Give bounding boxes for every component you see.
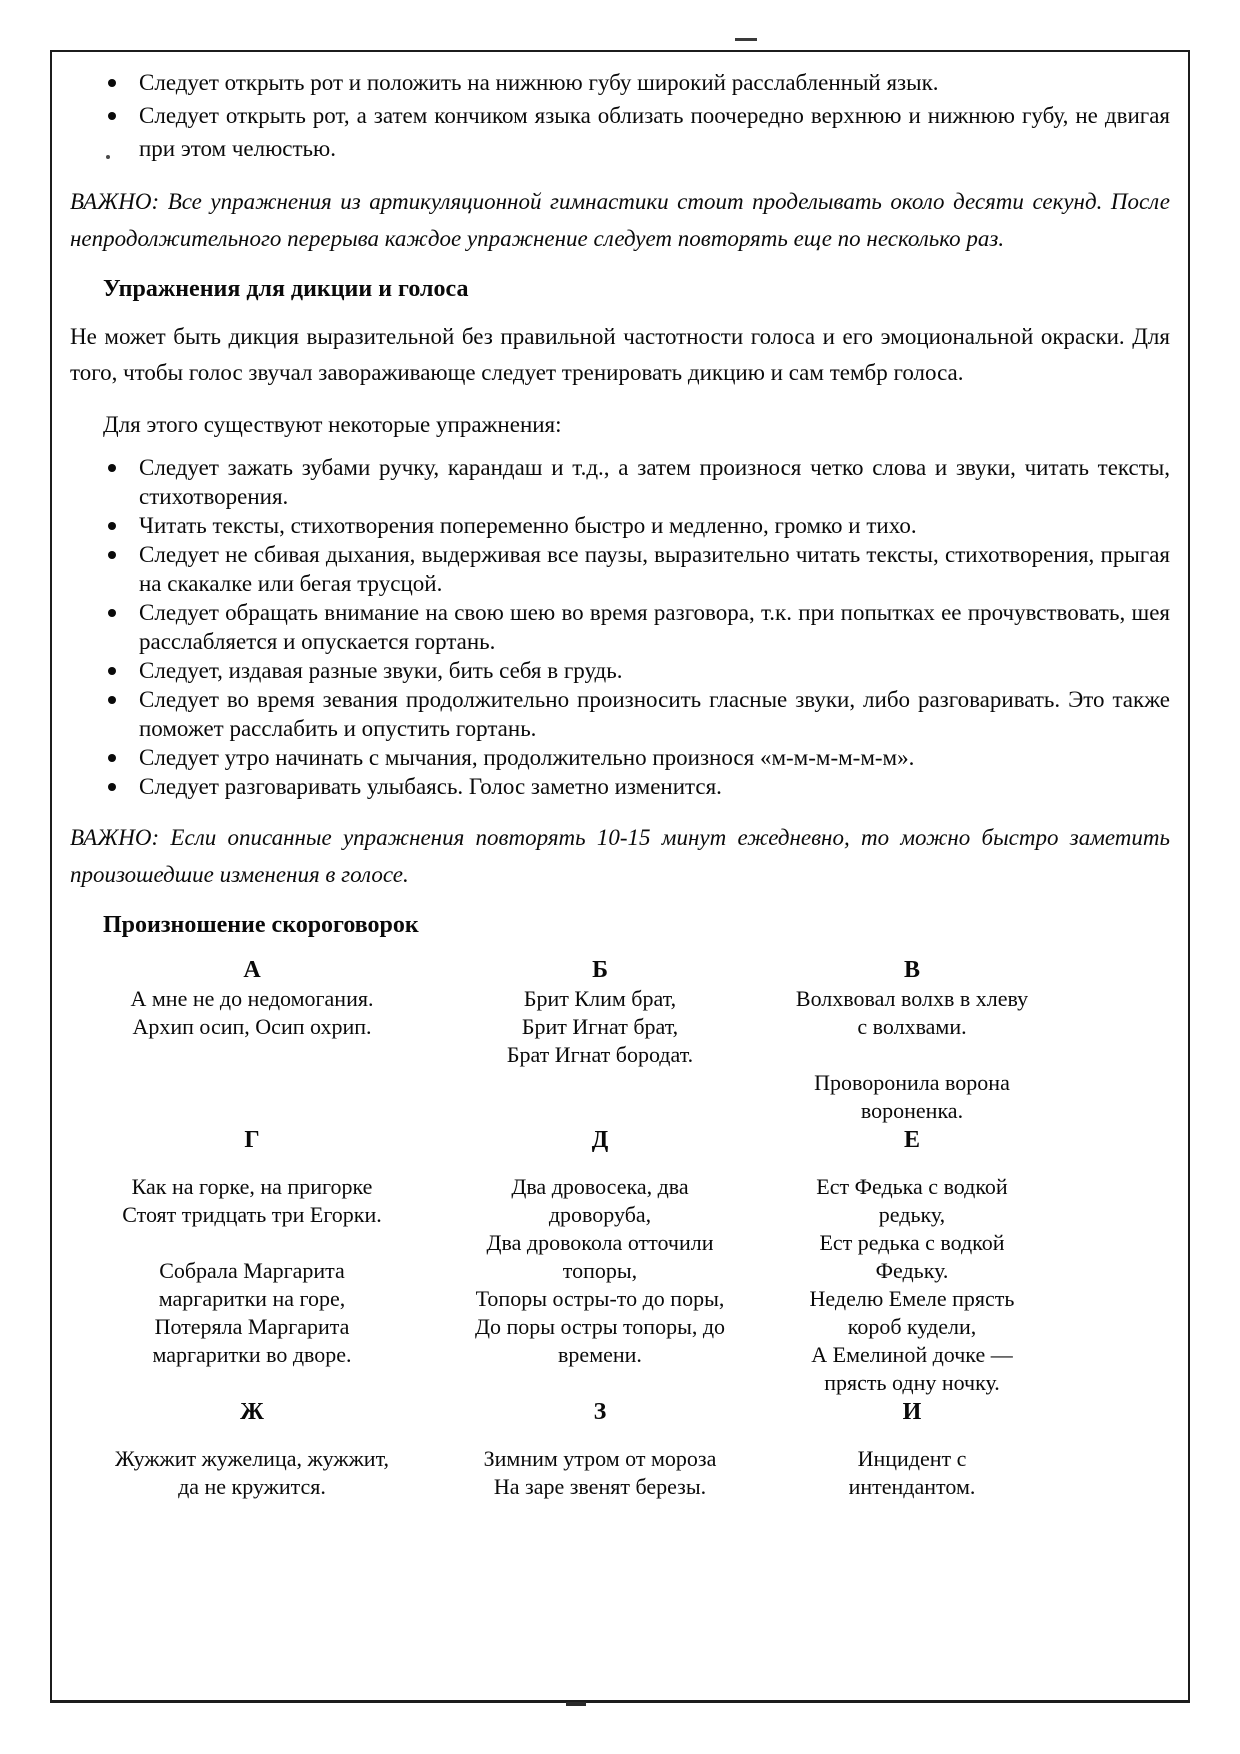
twister-line: времени.	[558, 1342, 642, 1367]
letter-header-cell: Б	[592, 957, 608, 983]
list-item	[70, 66, 1170, 99]
list-item	[70, 540, 1170, 598]
twister-cell	[766, 985, 1058, 1125]
twister-line: да не кружится.	[178, 1474, 326, 1499]
twister-line: А Емелиной дочке —	[811, 1342, 1013, 1367]
twister-line: Неделю Емеле прясть	[809, 1286, 1015, 1311]
bullet-dot-icon	[108, 112, 116, 120]
letter-header-cell: Ж	[240, 1399, 264, 1425]
twister-line: Топоры остры-то до поры,	[475, 1286, 725, 1311]
twister-line: Потеряла Маргарита	[154, 1314, 350, 1339]
twister-line: Как на горке, на пригорке	[131, 1174, 373, 1199]
twister-line: Стоят тридцать три Егорки.	[122, 1202, 382, 1227]
bullet-dot-icon	[108, 783, 116, 791]
tongue-twisters-table	[70, 955, 1058, 1501]
letter-header-cell: А	[243, 957, 261, 983]
important-note-2: ВАЖНО: Если описанные упражнения повторять 10-15 минут ежедневно, то можно быстро заметить произошедшие изменения в голосе.	[70, 825, 1170, 887]
list-item-text: Следует обращать внимание на свою шею во время разговора, т.к. при попытках ее прочувствовать, шея расслабляется и опускается гортань.	[139, 600, 1170, 654]
twister-line: короб кудели,	[847, 1314, 977, 1339]
letter-header-row	[70, 1397, 1058, 1427]
stray-scan-mark-bottom	[566, 1702, 586, 1706]
twister-line: Жужжит жужелица, жужжит,	[114, 1446, 390, 1471]
list-item-text: Следует утро начинать с мычания, продолжительно произнося «м-м-м-м-м-м».	[139, 745, 915, 770]
twister-cell	[434, 1155, 766, 1397]
list-item-text: Следует во время зевания продолжительно произносить гласные звуки, либо разговаривать. Это также поможет расслабить и опустить гортань.	[139, 687, 1170, 741]
letter-header-cell: Г	[244, 1127, 260, 1153]
twister-content-row	[70, 1427, 1058, 1501]
articulation-bullet-list	[70, 66, 1170, 165]
bullet-dot-icon	[108, 551, 116, 559]
bullet-dot-icon	[108, 667, 116, 675]
twister-line: Два дровосека, два	[511, 1174, 689, 1199]
twister-cell	[434, 985, 766, 1125]
twister-content-row	[70, 1155, 1058, 1397]
page-frame	[50, 50, 1190, 1703]
twister-line: Собрала Маргарита	[159, 1258, 345, 1283]
list-item	[70, 511, 1170, 540]
twister-line: топоры,	[562, 1258, 638, 1283]
list-item-text: Читать тексты, стихотворения попеременно быстро и медленно, громко и тихо.	[139, 513, 917, 538]
bullet-dot-icon	[108, 522, 116, 530]
twister-line: Проворонила ворона	[814, 1070, 1010, 1095]
list-item	[70, 743, 1170, 772]
paragraph-intro: Для этого существуют некоторые упражнения:	[103, 412, 562, 437]
list-item-text: Следует, издавая разные звуки, бить себя в грудь.	[139, 658, 623, 683]
letter-header-row	[70, 1125, 1058, 1155]
twister-line: Брат Игнат бородат.	[506, 1042, 694, 1067]
twister-line: маргаритки на горе,	[158, 1286, 346, 1311]
twister-line: На заре звенят березы.	[493, 1474, 707, 1499]
twister-cell	[70, 985, 434, 1125]
letter-header-cell: З	[593, 1399, 607, 1425]
list-item-text: Следует открыть рот, а затем кончиком языка облизать поочередно верхнюю и нижнюю губу, не двигая при этом челюстью.	[139, 103, 1170, 161]
twister-line: с волхвами.	[857, 1014, 967, 1039]
twister-content-row	[70, 985, 1058, 1125]
twister-line: редьку,	[878, 1202, 946, 1227]
twister-cell	[434, 1427, 766, 1501]
list-item	[70, 99, 1170, 165]
list-item	[70, 772, 1170, 801]
twister-cell	[70, 1427, 434, 1501]
twister-line: Волхвовал волхв в хлеву	[795, 986, 1029, 1011]
list-item-text: Следует разговаривать улыбаясь. Голос заметно изменится.	[139, 774, 722, 799]
paragraph-voice: Не может быть дикция выразительной без правильной частотности голоса и его эмоциональной окраски. Для того, чтобы голос звучал завораживающе следует тренировать дикцию и сам тембр голоса.	[70, 324, 1170, 385]
letter-header-cell: Д	[591, 1127, 609, 1153]
twister-line: А мне не до недомогания.	[130, 986, 374, 1011]
twister-line: вороненка.	[860, 1098, 964, 1123]
twister-line: Архип осип, Осип охрип.	[132, 1014, 372, 1039]
letter-header-row	[70, 955, 1058, 985]
bullet-dot-icon	[108, 754, 116, 762]
twister-cell	[70, 1155, 434, 1397]
twister-line: прясть одну ночку.	[824, 1370, 1000, 1395]
list-item-text: Следует зажать зубами ручку, карандаш и т.д., а затем произнося четко слова и звуки, читать тексты, стихотворения.	[139, 455, 1170, 509]
bullet-dot-icon	[108, 696, 116, 704]
twister-line: Брит Клим брат,	[523, 986, 677, 1011]
letter-header-cell: Е	[903, 1127, 920, 1153]
letter-header-cell: И	[902, 1399, 922, 1425]
twister-line	[70, 1229, 434, 1257]
twister-line: Два дровокола отточили	[486, 1230, 714, 1255]
twister-cell	[766, 1427, 1058, 1501]
stray-scan-mark-top	[735, 38, 757, 41]
twister-line: Федьку.	[875, 1258, 949, 1283]
bullet-dot-icon	[108, 464, 116, 472]
twister-line	[766, 1041, 1058, 1069]
list-item	[70, 453, 1170, 511]
letter-header-cell: В	[903, 957, 920, 983]
bullet-dot-icon	[108, 609, 116, 617]
section-heading-diction: Упражнения для дикции и голоса	[103, 276, 469, 302]
twister-cell	[766, 1155, 1058, 1397]
twister-line: Ест редька с водкой	[819, 1230, 1005, 1255]
important-note-1: ВАЖНО: Все упражнения из артикуляционной гимнастики стоит проделывать около десяти секунд. После непродолжительного перерыва каждое упражнение следует повторять еще по несколько раз.	[70, 189, 1170, 251]
list-item	[70, 685, 1170, 743]
twister-line: Ест Федька с водкой	[816, 1174, 1008, 1199]
twister-line: Зимним утром от мороза	[483, 1446, 717, 1471]
list-item-text: Следует не сбивая дыхания, выдерживая все паузы, выразительно читать тексты, стихотворения, прыгая на скакалке или бегая трусцой.	[139, 542, 1170, 596]
exercises-bullet-list	[70, 453, 1170, 801]
list-item-text: Следует открыть рот и положить на нижнюю губу широкий расслабленный язык.	[139, 70, 939, 95]
twister-line: Брит Игнат брат,	[521, 1014, 679, 1039]
twister-line: Инцидент с	[857, 1446, 967, 1471]
twister-line: маргаритки во дворе.	[152, 1342, 352, 1367]
stray-scan-dot	[106, 155, 110, 159]
list-item	[70, 598, 1170, 656]
twister-line: интендантом.	[848, 1474, 976, 1499]
bullet-dot-icon	[108, 79, 116, 87]
list-item	[70, 656, 1170, 685]
section-heading-twisters: Произношение скороговорок	[103, 912, 419, 938]
twister-line: дроворуба,	[548, 1202, 652, 1227]
twister-line: До поры остры топоры, до	[474, 1314, 726, 1339]
